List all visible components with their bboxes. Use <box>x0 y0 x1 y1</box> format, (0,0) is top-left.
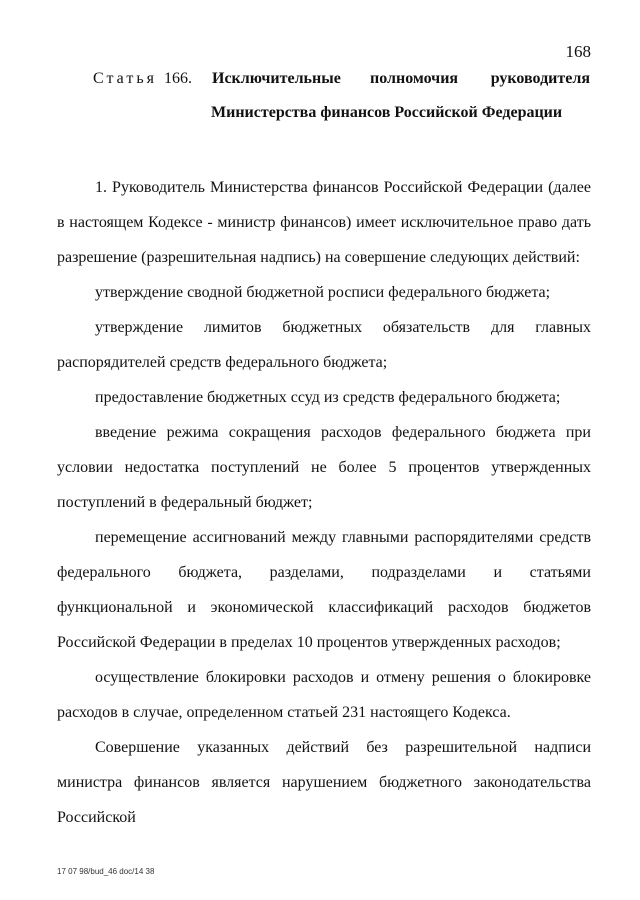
heading-word-1: Исключительные <box>212 70 341 87</box>
paragraph-1: 1. Руководитель Министерства финансов Российской Федерации (далее в настоящем Кодексе - министр финансов) имеет исключительное право дать разрешение (разрешительная надпись) на совершение следующих действий: <box>57 179 591 266</box>
heading-word-2: полномочия <box>370 70 459 87</box>
article-label <box>93 70 192 88</box>
paragraph-7: осуществление блокировки расходов и отмену решения о блокировке расходов в случае, определенном статьей 231 настоящего Кодекса. <box>57 669 591 721</box>
paragraph-3: утверждение лимитов бюджетных обязательств для главных распорядителей средств федерального бюджета; <box>57 319 591 371</box>
page-number: 168 <box>565 42 591 61</box>
heading-word-3: руководителя <box>490 70 590 87</box>
paragraph-6: перемещение ассигнований между главными распорядителями средств федерального бюджета, разделами, подразделами и статьями функциональной и экономической классификаций расходов бюджетов Российской Федерации в пределах 10 процентов утвержденных расходов; <box>57 529 591 651</box>
footer-file-reference: 17 07 98/bud_46 doc/14 38 <box>57 867 155 876</box>
article-title-line-2: Министерства финансов Российской Федерации <box>211 104 563 121</box>
article-body <box>57 170 591 835</box>
article-number: 166. <box>163 70 192 87</box>
paragraph-5: введение режима сокращения расходов федерального бюджета при условии недостатка поступлений не более 5 процентов утвержденных поступлений в федеральный бюджет; <box>57 424 591 511</box>
article-word: Статья <box>93 70 157 87</box>
article-heading <box>93 70 590 92</box>
paragraph-2: утверждение сводной бюджетной росписи федерального бюджета; <box>95 284 551 301</box>
paragraph-4: предоставление бюджетных ссуд из средств федерального бюджета; <box>95 389 561 406</box>
paragraph-8: Совершение указанных действий без разрешительной надписи министра финансов является нарушением бюджетного законодательства Российской <box>57 739 591 826</box>
